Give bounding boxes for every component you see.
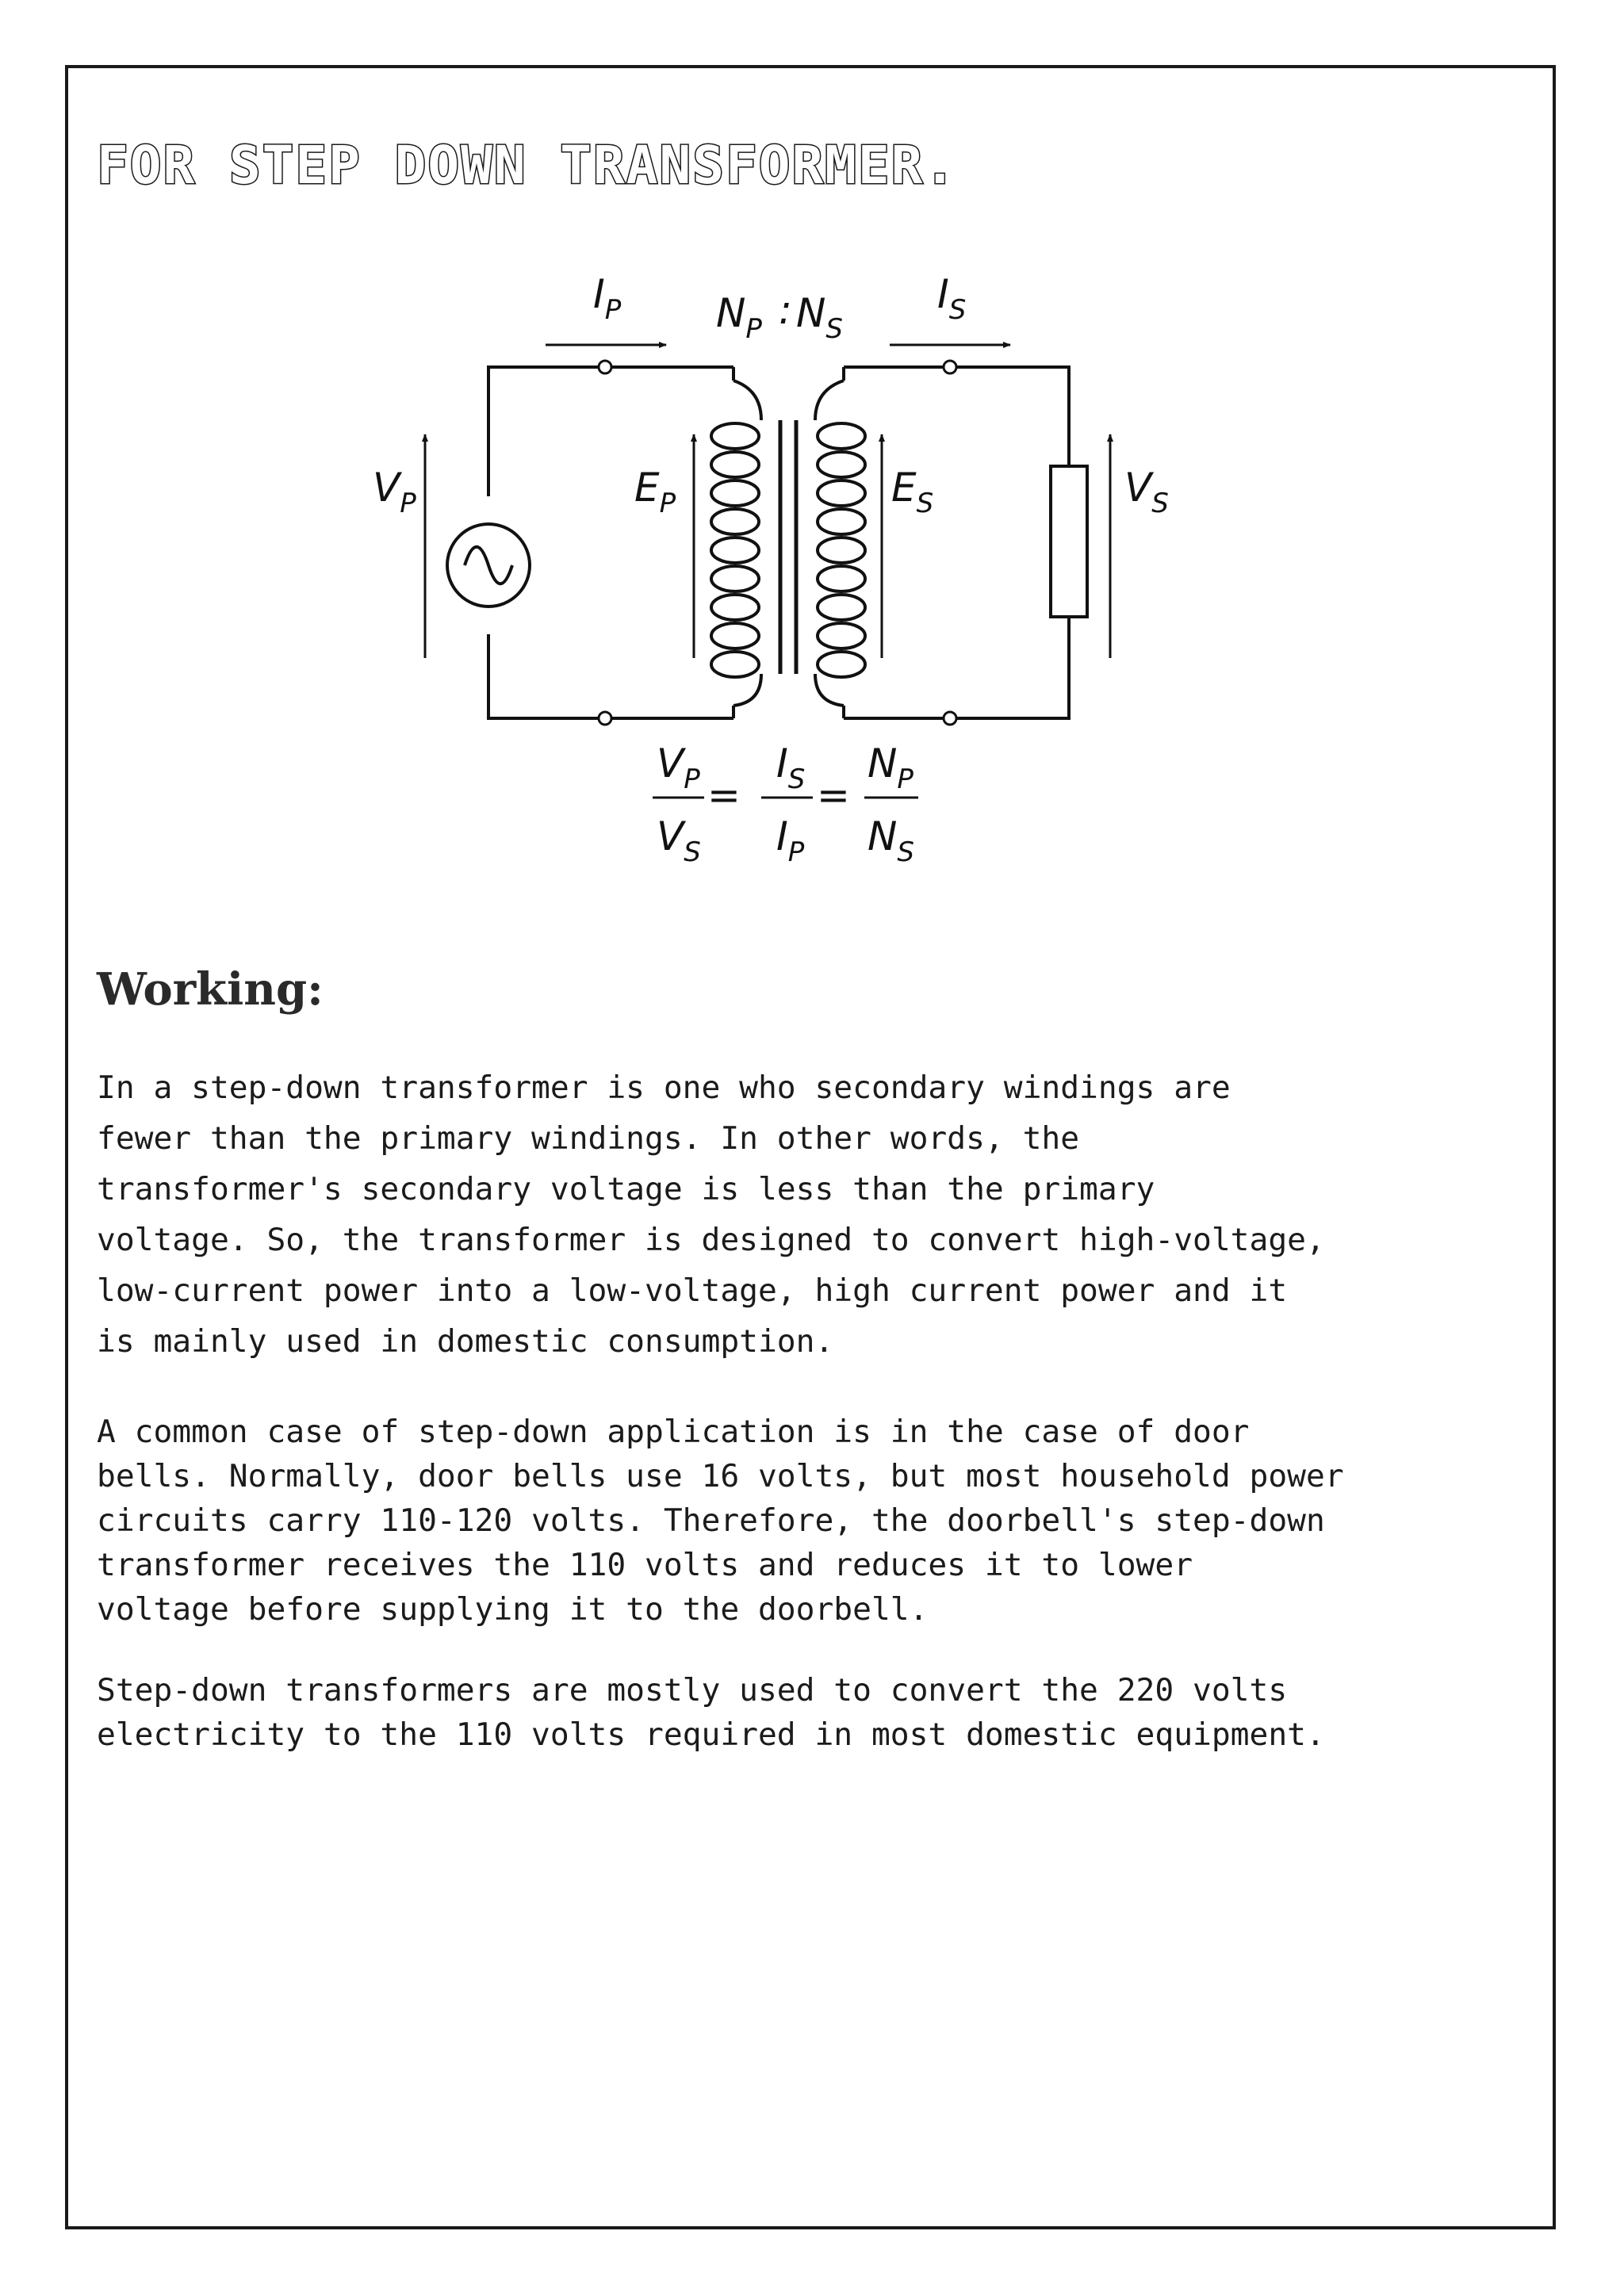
transformer-core <box>780 420 796 674</box>
equation-vs: $V_S$ <box>657 813 701 868</box>
current-secondary-label: $I_S$ <box>937 271 967 326</box>
equation-vp: $V_P$ <box>657 740 700 795</box>
section-heading: Working: <box>97 963 324 1016</box>
paragraph-domestic-use: Step-down transformers are mostly used to convert the 220 volts electricity to the 110 volts required in most domestic equipment. <box>97 1672 1325 1753</box>
transformer-circuit-diagram <box>341 262 1213 896</box>
paragraph-doorbell-example: A common case of step-down application is in the case of door bells. Normally, door bells use 16 volts, but most household power circuits carry 110-120 volts. Therefore, the doorbell's step-down transformer receives the 110 volts and reduces it to lower voltage before supplying it to the doorbell. <box>97 1414 1344 1628</box>
paragraph-intro: In a step-down transformer is one who secondary windings are fewer than the primary windings. In other words, the transformer's secondary voltage is less than the primary voltage. So, the transformer is designed to convert high-voltage, low-current power into a low-voltage, high current power and it is mainly used in domestic consumption. <box>97 1070 1325 1360</box>
equation-ns: $N_S$ <box>868 813 914 868</box>
turns-ratio-colon: : <box>779 287 792 333</box>
transformer-equation <box>653 740 918 868</box>
emf-primary-label: $E_P$ <box>634 465 676 519</box>
voltage-primary-label: $V_P$ <box>373 465 416 519</box>
equation-equals-2: = <box>817 772 850 818</box>
secondary-top-terminal <box>944 361 956 373</box>
primary-bottom-terminal <box>599 712 611 725</box>
voltage-secondary-label: $V_S$ <box>1124 465 1169 519</box>
page-title: FOR STEP DOWN TRANSFORMER. <box>97 135 958 196</box>
emf-secondary-label: $E_S$ <box>891 465 934 519</box>
current-primary-label: $I_P$ <box>593 271 622 326</box>
primary-coil-icon <box>711 381 761 706</box>
secondary-bottom-terminal <box>944 712 956 725</box>
turns-primary-label: $N_P$ <box>716 290 762 345</box>
load-resistor-icon <box>1051 466 1087 617</box>
equation-np: $N_P$ <box>868 740 914 795</box>
equation-equals-1: = <box>707 772 741 818</box>
primary-top-terminal <box>599 361 611 373</box>
ac-source-icon <box>447 524 530 607</box>
turns-secondary-label: $N_S$ <box>796 290 843 345</box>
equation-ip: $I_P$ <box>776 813 805 868</box>
equation-is: $I_S$ <box>776 740 806 795</box>
secondary-coil-icon <box>815 381 865 706</box>
